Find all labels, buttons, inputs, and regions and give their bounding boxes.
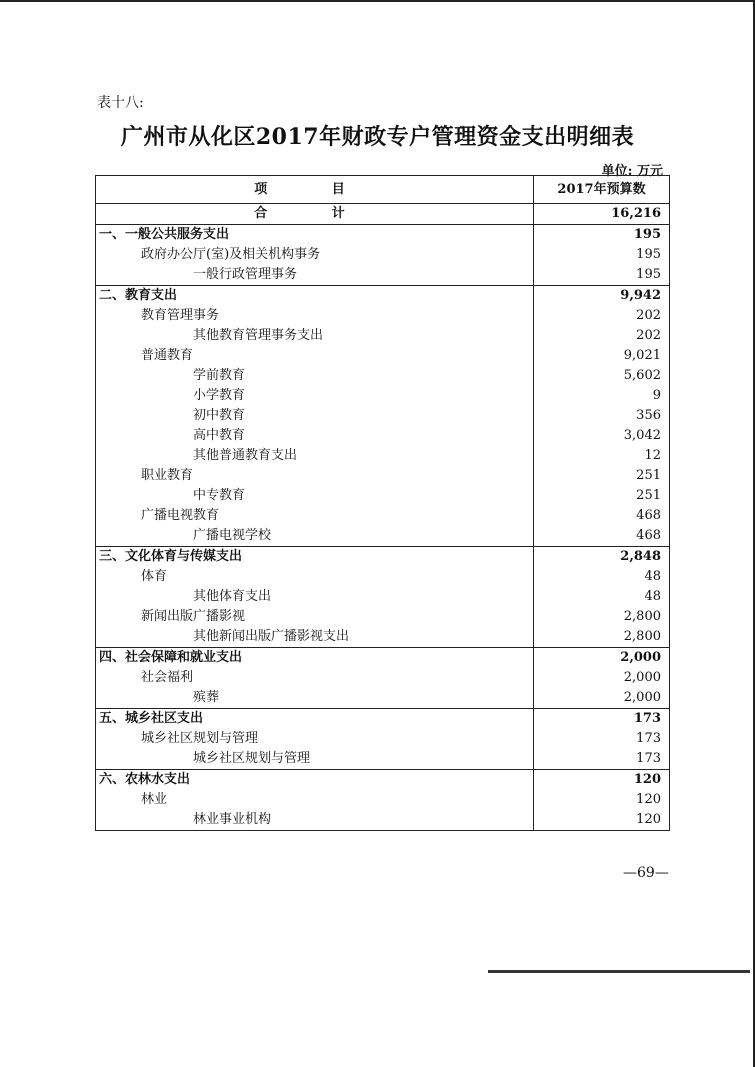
- row-name: 教育管理事务: [96, 306, 534, 326]
- table-row: [96, 648, 670, 669]
- row-name: 四、社会保障和就业支出: [96, 648, 534, 669]
- row-name: 殡葬: [96, 688, 534, 709]
- row-name: 中专教育: [96, 486, 534, 506]
- row-value: 9,021: [534, 346, 670, 366]
- row-value: 2,000: [534, 648, 670, 669]
- unit-label: 单位: 万元: [601, 164, 663, 179]
- row-name: 其他普通教育支出: [96, 446, 534, 466]
- row-name: 一、一般公共服务支出: [96, 225, 534, 246]
- row-name: 高中教育: [96, 426, 534, 446]
- page-number: —69—: [623, 865, 669, 881]
- row-value: 2,000: [534, 668, 670, 688]
- row-value: 356: [534, 406, 670, 426]
- table-row: [96, 446, 670, 466]
- row-value: 3,042: [534, 426, 670, 446]
- row-value: 120: [534, 810, 670, 831]
- table-row: [96, 306, 670, 326]
- row-value: 195: [534, 265, 670, 286]
- row-name: 三、文化体育与传媒支出: [96, 547, 534, 568]
- header-item: 项 目: [96, 176, 534, 204]
- table-row: [96, 506, 670, 526]
- row-value: 173: [534, 749, 670, 770]
- row-name: 学前教育: [96, 366, 534, 386]
- table-row: [96, 810, 670, 831]
- scan-artifact-line: [488, 970, 750, 973]
- row-name: 初中教育: [96, 406, 534, 426]
- row-name: 六、农林水支出: [96, 770, 534, 791]
- row-name: 林业: [96, 790, 534, 810]
- row-name: 一般行政管理事务: [96, 265, 534, 286]
- row-value: 195: [534, 225, 670, 246]
- total-value: 16,216: [534, 204, 670, 225]
- table-row: [96, 567, 670, 587]
- row-value: 195: [534, 245, 670, 265]
- table-row: [96, 346, 670, 366]
- row-value: 2,000: [534, 688, 670, 709]
- row-value: 12: [534, 446, 670, 466]
- row-name: 城乡社区规划与管理: [96, 729, 534, 749]
- row-value: 202: [534, 326, 670, 346]
- table-row: [96, 627, 670, 648]
- row-value: 48: [534, 567, 670, 587]
- table-row: [96, 225, 670, 246]
- row-name: 职业教育: [96, 466, 534, 486]
- row-value: 173: [534, 709, 670, 730]
- table-row: [96, 526, 670, 547]
- table-label: 表十八:: [97, 95, 144, 111]
- row-name: 社会福利: [96, 668, 534, 688]
- row-name: 普通教育: [96, 346, 534, 366]
- row-name: 二、教育支出: [96, 286, 534, 307]
- row-name: 其他教育管理事务支出: [96, 326, 534, 346]
- table-row: [96, 749, 670, 770]
- row-value: 9: [534, 386, 670, 406]
- row-value: 120: [534, 770, 670, 791]
- scan-border-top: [0, 0, 755, 2]
- table-row: [96, 326, 670, 346]
- row-value: 2,800: [534, 627, 670, 648]
- row-name: 其他新闻出版广播影视支出: [96, 627, 534, 648]
- row-value: 173: [534, 729, 670, 749]
- row-name: 政府办公厅(室)及相关机构事务: [96, 245, 534, 265]
- row-value: 202: [534, 306, 670, 326]
- table-row: [96, 426, 670, 446]
- table-row: [96, 729, 670, 749]
- row-value: 468: [534, 506, 670, 526]
- row-value: 251: [534, 466, 670, 486]
- table-row: [96, 466, 670, 486]
- table-row: [96, 587, 670, 607]
- budget-table: [95, 175, 670, 831]
- table-row: [96, 607, 670, 627]
- row-name: 城乡社区规划与管理: [96, 749, 534, 770]
- table-row: [96, 486, 670, 506]
- header-value: 2017年预算数: [534, 176, 670, 204]
- row-name: 五、城乡社区支出: [96, 709, 534, 730]
- table-header-row: [96, 176, 670, 204]
- row-name: 体育: [96, 567, 534, 587]
- row-value: 120: [534, 790, 670, 810]
- row-value: 5,602: [534, 366, 670, 386]
- table-row: [96, 547, 670, 568]
- row-name: 林业事业机构: [96, 810, 534, 831]
- table-row: [96, 366, 670, 386]
- table-row: [96, 386, 670, 406]
- row-name: 新闻出版广播影视: [96, 607, 534, 627]
- row-value: 2,800: [534, 607, 670, 627]
- table-row: [96, 245, 670, 265]
- table-row: [96, 668, 670, 688]
- total-label: 合 计: [96, 204, 534, 225]
- table-row: [96, 790, 670, 810]
- row-value: 468: [534, 526, 670, 547]
- table-row: [96, 770, 670, 791]
- table-row: [96, 688, 670, 709]
- row-name: 其他体育支出: [96, 587, 534, 607]
- table-row: [96, 286, 670, 307]
- row-value: 251: [534, 486, 670, 506]
- table-row: [96, 709, 670, 730]
- row-name: 小学教育: [96, 386, 534, 406]
- row-value: 2,848: [534, 547, 670, 568]
- table-row: [96, 265, 670, 286]
- row-value: 9,942: [534, 286, 670, 307]
- row-name: 广播电视学校: [96, 526, 534, 547]
- row-name: 广播电视教育: [96, 506, 534, 526]
- row-value: 48: [534, 587, 670, 607]
- page-title: 广州市从化区2017年财政专户管理资金支出明细表: [120, 124, 635, 150]
- total-row: [96, 204, 670, 225]
- table-row: [96, 406, 670, 426]
